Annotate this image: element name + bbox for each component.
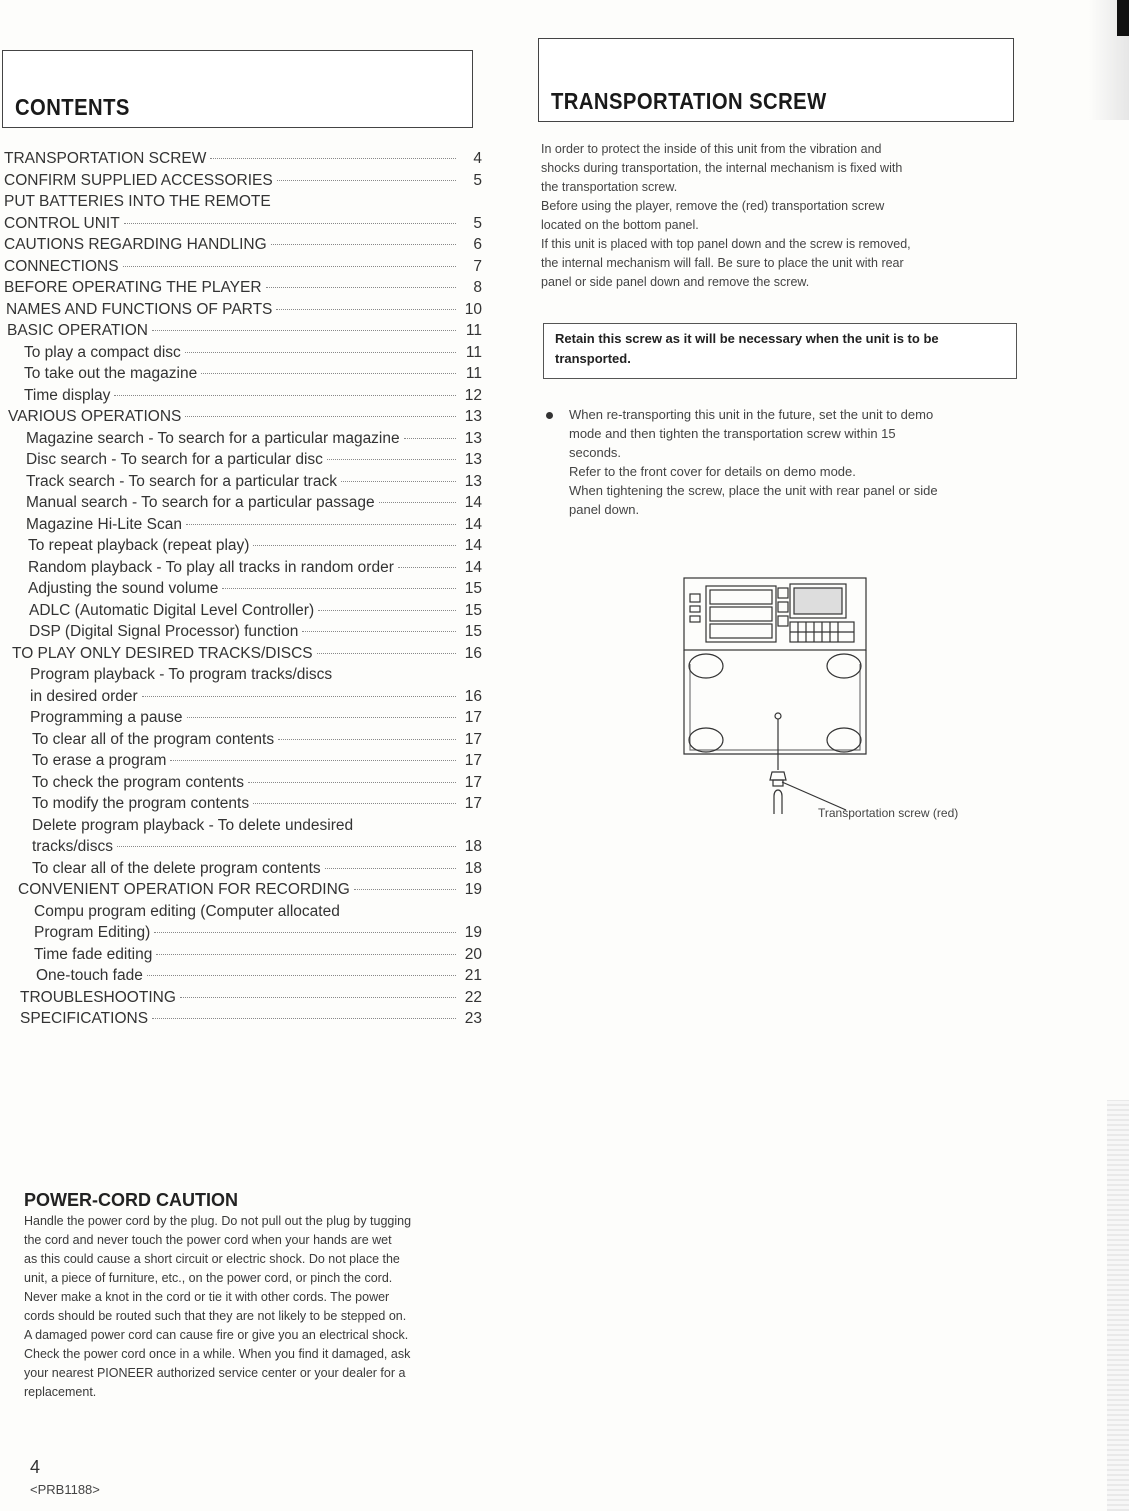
toc-leader-dots <box>156 954 456 955</box>
bullet-line: panel down. <box>569 502 640 517</box>
toc-entry-page: 20 <box>464 945 482 963</box>
toc-entry-title: tracks/discs <box>32 838 113 855</box>
toc-entry-title: NAMES AND FUNCTIONS OF PARTS <box>6 300 273 318</box>
foot <box>689 728 723 752</box>
toc-entry-title: Program playback - To program tracks/discs <box>30 666 333 683</box>
toc-entry-page: 16 <box>464 687 482 705</box>
toc-entry-page: 15 <box>464 580 482 597</box>
toc-entry-page: 16 <box>464 644 482 662</box>
transport-line: panel or side panel down and remove the screw. <box>541 275 810 289</box>
toc-entry <box>4 236 482 258</box>
bullet-icon <box>546 412 553 419</box>
toc-leader-dots <box>278 739 456 740</box>
toc-leader-dots <box>185 416 456 417</box>
toc-leader-dots <box>253 545 456 546</box>
toc-leader-dots <box>248 782 456 783</box>
toc-entry <box>4 688 482 710</box>
toc-entry <box>4 645 482 667</box>
toc-entry-title: To modify the program contents <box>32 795 250 812</box>
power-cord-body <box>24 1212 502 1402</box>
toc-entry <box>4 516 482 538</box>
scan-mark <box>1117 0 1129 36</box>
toc-entry-title: DSP (Digital Signal Processor) function <box>29 623 299 640</box>
unit-body <box>684 650 866 754</box>
toc-entry-title: Delete program playback - To delete undesired <box>32 816 354 834</box>
toc-leader-dots <box>317 653 456 654</box>
toc-entry-page: 13 <box>464 429 482 447</box>
toc-entry <box>4 215 482 237</box>
transport-line: the internal mechanism will fall. Be sure to place the unit with rear <box>541 256 904 270</box>
toc-entry-title: TRANSPORTATION SCREW <box>4 150 207 167</box>
power-cord-line: as this could cause a short circuit or electric shock. Do not place the <box>24 1252 400 1266</box>
toc-leader-dots <box>276 309 456 310</box>
toc-entry-page: 6 <box>473 236 482 253</box>
toc-entry-title: To play a compact disc <box>24 343 181 361</box>
toc-entry-title: BEFORE OPERATING THE PLAYER <box>4 279 262 296</box>
toc-leader-dots <box>354 889 456 890</box>
toc-leader-dots <box>117 846 456 847</box>
toc-entry <box>4 602 482 624</box>
toc-entry-title: Adjusting the sound volume <box>28 580 219 597</box>
toc-leader-dots <box>154 932 456 933</box>
toc-entry <box>4 752 482 774</box>
toc-entry-page: 5 <box>473 214 482 232</box>
power-cord-line: Handle the power cord by the plug. Do not pull out the plug by tugging <box>24 1214 412 1228</box>
toc-entry-page: 19 <box>464 881 482 898</box>
toc-entry-page: 18 <box>464 838 482 855</box>
transport-line: If this unit is placed with top panel down and the screw is removed, <box>541 237 911 251</box>
toc-entry-title: CONNECTIONS <box>4 257 119 275</box>
toc-entry-page: 17 <box>464 795 482 812</box>
magazine-slot-panel <box>706 586 776 642</box>
part-code: <PRB1188> <box>30 1482 100 1497</box>
toc-entry-page: 11 <box>465 343 482 361</box>
toc-entry-page: 22 <box>464 988 482 1006</box>
toc-entry <box>4 774 482 796</box>
power-cord-line: replacement. <box>24 1385 97 1399</box>
retain-screw-note-box <box>543 323 1017 379</box>
toc-entry <box>4 580 482 602</box>
toc-entry <box>4 172 482 194</box>
toc-entry-page: 18 <box>464 859 482 877</box>
toc-entry-title: ADLC (Automatic Digital Level Controller) <box>29 601 315 619</box>
toc-entry-page: 13 <box>464 472 482 490</box>
toc-entry <box>4 258 482 280</box>
toc-entry-page: 10 <box>464 300 482 318</box>
toc-entry <box>4 666 482 688</box>
toc-entry <box>4 924 482 946</box>
toc-leader-dots <box>271 244 456 245</box>
toc-entry-title: in desired order <box>30 687 138 705</box>
toc-leader-dots <box>147 975 456 976</box>
toc-entry <box>4 559 482 581</box>
retain-screw-note: Retain this screw as it will be necessary when the unit is to be transported. <box>555 331 939 366</box>
toc-entry-page: 17 <box>464 773 482 791</box>
toc-entry-title: Magazine Hi-Lite Scan <box>26 515 182 533</box>
bullet-line: Refer to the front cover for details on demo mode. <box>569 464 856 479</box>
toc-entry-title: To clear all of the delete program contents <box>32 859 321 877</box>
contents-heading-box <box>2 50 473 128</box>
toc-entry-title: One-touch fade <box>36 967 143 984</box>
toc-leader-dots <box>210 158 456 159</box>
toc-entry-title: CAUTIONS REGARDING HANDLING <box>4 236 267 253</box>
toc-entry-title: VARIOUS OPERATIONS <box>8 408 182 425</box>
toc-leader-dots <box>341 481 456 482</box>
toc-entry-title: PUT BATTERIES INTO THE REMOTE <box>4 193 271 210</box>
toc-entry <box>4 989 482 1011</box>
power-cord-line: A damaged power cord can cause fire or give you an electrical shock. <box>24 1328 409 1342</box>
toc-entry-title: To repeat playback (repeat play) <box>28 537 250 554</box>
toc-entry-page: 11 <box>465 322 482 339</box>
toc-entry-page: 17 <box>464 730 482 748</box>
toc-entry-page: 4 <box>473 150 482 167</box>
toc-entry <box>4 150 482 172</box>
toc-entry-page: 23 <box>464 1010 482 1027</box>
toc-leader-dots <box>187 717 457 718</box>
transport-paragraph <box>541 140 1021 292</box>
toc-entry <box>4 430 482 452</box>
power-cord-line: the cord and never touch the power cord when your hands are wet <box>24 1233 392 1247</box>
toc-leader-dots <box>123 266 456 267</box>
transport-line: In order to protect the inside of this unit from the vibration and <box>541 142 882 156</box>
toc-entry-page: 13 <box>464 451 482 468</box>
toc-entry <box>4 301 482 323</box>
toc-leader-dots <box>114 395 456 396</box>
toc-leader-dots <box>302 631 456 632</box>
toc-entry-title: To check the program contents <box>32 773 244 791</box>
toc-entry <box>4 860 482 882</box>
toc-leader-dots <box>327 459 456 460</box>
toc-leader-dots <box>170 760 456 761</box>
toc-entry-title: Time fade editing <box>34 945 153 963</box>
page-number: 4 <box>30 1457 41 1477</box>
toc-entry <box>4 322 482 344</box>
toc-leader-dots <box>186 524 456 525</box>
foot <box>827 728 861 752</box>
toc-leader-dots <box>222 588 456 589</box>
toc-entry <box>4 946 482 968</box>
toc-entry <box>4 537 482 559</box>
toc-entry <box>4 387 482 409</box>
toc-leader-dots <box>398 567 456 568</box>
figure-label: Transportation screw (red) <box>818 806 959 820</box>
toc-entry <box>4 903 482 925</box>
toc-leader-dots <box>152 330 456 331</box>
toc-entry <box>4 838 482 860</box>
foot <box>827 654 861 678</box>
bullet-line: When re-transporting this unit in the future, set the unit to demo <box>569 407 934 422</box>
transport-heading: TRANSPORTATION SCREW <box>551 88 827 114</box>
toc-entry-page: 14 <box>464 515 482 533</box>
bullet-line: seconds. <box>569 445 622 460</box>
toc-entry <box>4 193 482 215</box>
toc-entry <box>4 1010 482 1032</box>
toc-entry-title: Program Editing) <box>34 924 151 941</box>
power-cord-line: Never make a knot in the cord or tie it with other cords. The power <box>24 1290 390 1304</box>
transport-heading-box <box>538 38 1014 122</box>
toc-entry <box>4 731 482 753</box>
power-cord-line: Check the power cord once in a while. When you find it damaged, ask <box>24 1347 411 1361</box>
toc-entry-page: 15 <box>464 601 482 619</box>
toc-entry-title: TO PLAY ONLY DESIRED TRACKS/DISCS <box>12 644 313 662</box>
toc-entry-title: Manual search - To search for a particular passage <box>26 494 375 511</box>
toc-leader-dots <box>152 1018 456 1019</box>
toc-entry-page: 11 <box>465 365 482 382</box>
toc-entry-page: 15 <box>464 623 482 640</box>
table-of-contents <box>4 150 482 1032</box>
toc-entry-title: Compu program editing (Computer allocated <box>34 902 340 920</box>
toc-entry <box>4 408 482 430</box>
toc-entry-page: 17 <box>464 752 482 769</box>
toc-leader-dots <box>379 502 456 503</box>
toc-entry <box>4 365 482 387</box>
toc-entry-title: Programming a pause <box>30 709 183 726</box>
toc-leader-dots <box>318 610 456 611</box>
bullet-line: mode and then tighten the transportation screw within 15 <box>569 426 896 441</box>
toc-leader-dots <box>277 180 456 181</box>
toc-leader-dots <box>404 438 456 439</box>
toc-entry-title: Track search - To search for a particular track <box>26 472 337 490</box>
transportation-screw-icon <box>770 772 786 780</box>
toc-entry-title: CONFIRM SUPPLIED ACCESSORIES <box>4 171 273 189</box>
toc-leader-dots <box>180 997 456 998</box>
toc-entry-page: 5 <box>473 171 482 189</box>
toc-entry-title: BASIC OPERATION <box>7 322 148 339</box>
toc-leader-dots <box>266 287 456 288</box>
toc-entry <box>4 451 482 473</box>
screw-hole <box>775 713 781 719</box>
toc-entry-title: CONVENIENT OPERATION FOR RECORDING <box>18 881 350 898</box>
unit-illustration <box>676 574 876 824</box>
toc-entry <box>4 881 482 903</box>
toc-entry <box>4 344 482 366</box>
power-cord-line: unit, a piece of furniture, etc., on the power cord, or pinch the cord. <box>24 1271 393 1285</box>
toc-entry-page: 8 <box>473 279 482 296</box>
toc-leader-dots <box>253 803 456 804</box>
power-cord-line: your nearest PIONEER authorized service center or your dealer for a <box>24 1366 406 1380</box>
retransport-bullet <box>569 405 1021 519</box>
toc-entry <box>4 473 482 495</box>
toc-entry-title: To clear all of the program contents <box>32 730 275 748</box>
toc-entry-title: To take out the magazine <box>24 365 198 382</box>
toc-entry <box>4 709 482 731</box>
toc-entry-page: 21 <box>464 967 482 984</box>
toc-entry-page: 13 <box>464 408 482 425</box>
toc-entry-page: 14 <box>464 494 482 511</box>
power-cord-title: POWER-CORD CAUTION <box>24 1190 238 1210</box>
toc-leader-dots <box>142 696 456 697</box>
toc-entry-page: 7 <box>473 257 482 275</box>
toc-entry-title: SPECIFICATIONS <box>20 1010 149 1027</box>
foot <box>689 654 723 678</box>
toc-entry <box>4 817 482 839</box>
toc-entry-title: CONTROL UNIT <box>4 214 120 232</box>
toc-entry-page: 14 <box>464 537 482 554</box>
transport-line: the transportation screw. <box>541 180 678 194</box>
toc-entry <box>4 623 482 645</box>
toc-entry <box>4 795 482 817</box>
toc-entry-title: Magazine search - To search for a particular magazine <box>26 429 400 447</box>
toc-entry-page: 17 <box>464 709 482 726</box>
toc-entry-page: 19 <box>464 924 482 941</box>
scan-shadow-edge <box>1107 1100 1129 1511</box>
toc-entry-page: 12 <box>464 386 482 404</box>
toc-leader-dots <box>185 352 456 353</box>
toc-entry-title: Random playback - To play all tracks in random order <box>28 558 394 576</box>
toc-leader-dots <box>325 868 456 869</box>
contents-heading: CONTENTS <box>15 94 130 120</box>
toc-leader-dots <box>124 223 456 224</box>
toc-entry <box>4 967 482 989</box>
toc-entry-title: Time display <box>24 386 111 404</box>
power-cord-line: cords should be routed such that they are not likely to be stepped on. <box>24 1309 407 1323</box>
bullet-line: When tightening the screw, place the unit with rear panel or side <box>569 483 938 498</box>
transport-line: located on the bottom panel. <box>541 218 699 232</box>
transport-line: Before using the player, remove the (red) transportation screw <box>541 199 885 213</box>
toc-entry-title: TROUBLESHOOTING <box>20 988 176 1006</box>
toc-entry-title: Disc search - To search for a particular disc <box>26 451 323 468</box>
toc-entry <box>4 494 482 516</box>
toc-entry-page: 14 <box>464 558 482 576</box>
transport-line: shocks during transportation, the internal mechanism is fixed with <box>541 161 903 175</box>
toc-entry-title: To erase a program <box>32 752 167 769</box>
toc-entry <box>4 279 482 301</box>
toc-leader-dots <box>201 373 456 374</box>
